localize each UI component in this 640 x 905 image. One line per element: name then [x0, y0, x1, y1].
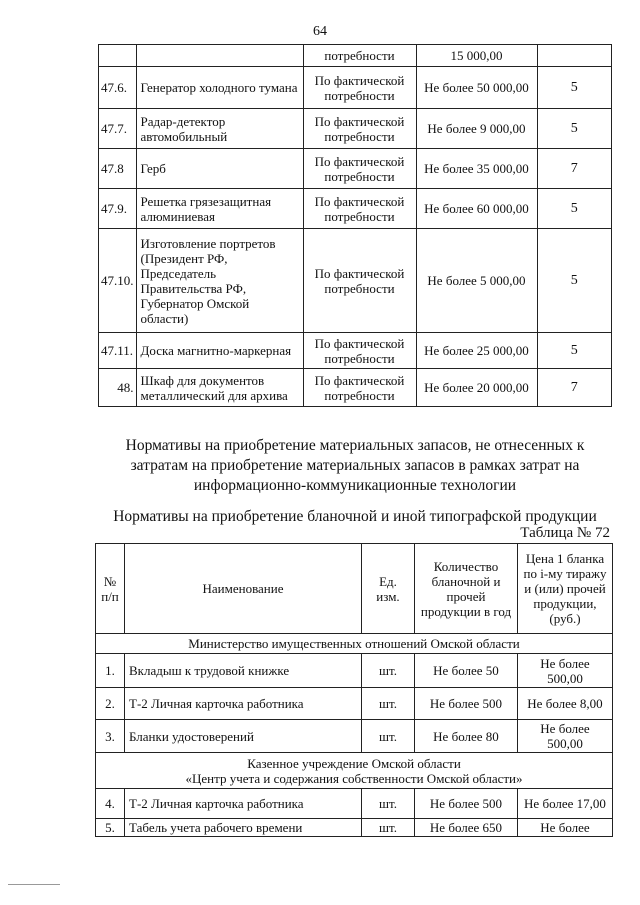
item-basis: По фактической потребности — [303, 229, 416, 333]
item-years — [537, 45, 612, 67]
item-price: Не более 60 000,00 — [416, 189, 537, 229]
row-price: Не более 8,00 — [518, 688, 613, 720]
row-number: 1. — [96, 654, 125, 688]
row-quantity: Не более 500 — [415, 688, 518, 720]
item-price: Не более 35 000,00 — [416, 149, 537, 189]
item-price: Не более 50 000,00 — [416, 67, 537, 109]
item-number: 47.6. — [99, 67, 137, 109]
item-number: 47.9. — [99, 189, 137, 229]
item-name — [136, 45, 303, 67]
footer-rule — [8, 884, 60, 885]
row-unit: шт. — [362, 654, 415, 688]
row-unit: шт. — [362, 720, 415, 753]
table-row — [99, 109, 612, 149]
item-name: Шкаф для документов металлический для архива — [136, 369, 303, 407]
table-row — [96, 654, 613, 688]
item-name: Генератор холодного тумана — [136, 67, 303, 109]
section-title-2-line1: Казенное учреждение Омской области — [247, 755, 461, 771]
header-unit: Ед. изм. — [362, 544, 415, 634]
item-basis: По фактической потребности — [303, 149, 416, 189]
section-row — [96, 634, 613, 654]
item-years: 5 — [537, 67, 612, 109]
item-years: 5 — [537, 229, 612, 333]
header-price: Цена 1 бланка по i-му тиражу и (или) прочей продукции, (руб.) — [518, 544, 613, 634]
table-row — [99, 149, 612, 189]
section-title-2-line2: «Центр учета и содержания собственности Омской области» — [185, 770, 523, 786]
item-name: Решетка грязезащитная алюминиевая — [136, 189, 303, 229]
row-number: 4. — [96, 789, 125, 819]
table-number: Таблица № 72 — [520, 525, 610, 541]
item-number: 47.7. — [99, 109, 137, 149]
row-price: Не более 500,00 — [518, 654, 613, 688]
row-quantity: Не более 80 — [415, 720, 518, 753]
item-years: 5 — [537, 333, 612, 369]
item-price: Не более 5 000,00 — [416, 229, 537, 333]
row-price: Не более — [518, 819, 613, 837]
section-row — [96, 753, 613, 789]
row-name: Т-2 Личная карточка работника — [125, 789, 362, 819]
row-number: 3. — [96, 720, 125, 753]
item-years: 5 — [537, 189, 612, 229]
row-quantity: Не более 500 — [415, 789, 518, 819]
item-number: 47.10. — [99, 229, 137, 333]
item-basis: По фактической потребности — [303, 109, 416, 149]
item-years: 5 — [537, 109, 612, 149]
table-row — [99, 333, 612, 369]
item-number: 48. — [99, 369, 137, 407]
item-years: 7 — [537, 369, 612, 407]
header-num: № п/п — [96, 544, 125, 634]
row-unit: шт. — [362, 688, 415, 720]
item-basis: потребности — [303, 45, 416, 67]
row-name: Табель учета рабочего времени — [125, 819, 362, 837]
header-qty: Количество бланочной и прочей продукции в год — [415, 544, 518, 634]
table-row — [96, 789, 613, 819]
item-name: Доска магнитно-маркерная — [136, 333, 303, 369]
item-price: Не более 20 000,00 — [416, 369, 537, 407]
row-name: Бланки удостоверений — [125, 720, 362, 753]
row-unit: шт. — [362, 789, 415, 819]
item-basis: По фактической потребности — [303, 369, 416, 407]
row-price: Не более 500,00 — [518, 720, 613, 753]
table-row — [96, 819, 613, 837]
item-price: Не более 9 000,00 — [416, 109, 537, 149]
table-row — [99, 189, 612, 229]
item-years: 7 — [537, 149, 612, 189]
item-price: Не более 25 000,00 — [416, 333, 537, 369]
item-number — [99, 45, 137, 67]
item-basis: По фактической потребности — [303, 189, 416, 229]
item-basis: По фактической потребности — [303, 333, 416, 369]
table-row — [99, 45, 612, 67]
item-name: Радар-детектор автомобильный — [136, 109, 303, 149]
row-number: 5. — [96, 819, 125, 837]
table-row — [99, 67, 612, 109]
item-name: Герб — [136, 149, 303, 189]
item-name: Изготовление портретов (Президент РФ, Председатель Правительства РФ, Губернатор Омской области) — [136, 229, 303, 333]
table-row — [96, 688, 613, 720]
item-number: 47.11. — [99, 333, 137, 369]
page-number: 64 — [313, 24, 327, 39]
equipment-norms-table — [98, 44, 612, 407]
blank-products-table — [95, 543, 613, 837]
table-row — [96, 720, 613, 753]
section-heading: Нормативы на приобретение материальных запасов, не отнесенных к затратам на приобретение материальных запасов в рамках затрат на информационно-коммуникационные технологии — [125, 437, 585, 494]
item-basis: По фактической потребности — [303, 67, 416, 109]
table-row — [99, 229, 612, 333]
section-title-1: Министерство имущественных отношений Омской области — [96, 634, 613, 654]
row-quantity: Не более 650 — [415, 819, 518, 837]
section-title-2 — [96, 753, 613, 789]
row-name: Т-2 Личная карточка работника — [125, 688, 362, 720]
item-number: 47.8 — [99, 149, 137, 189]
row-price: Не более 17,00 — [518, 789, 613, 819]
row-name: Вкладыш к трудовой книжке — [125, 654, 362, 688]
table-header-row — [96, 544, 613, 634]
row-number: 2. — [96, 688, 125, 720]
header-name: Наименование — [125, 544, 362, 634]
item-price: 15 000,00 — [416, 45, 537, 67]
table-row — [99, 369, 612, 407]
row-quantity: Не более 50 — [415, 654, 518, 688]
row-unit: шт. — [362, 819, 415, 837]
subsection-heading: Нормативы на приобретение бланочной и иной типографской продукции — [113, 508, 597, 525]
